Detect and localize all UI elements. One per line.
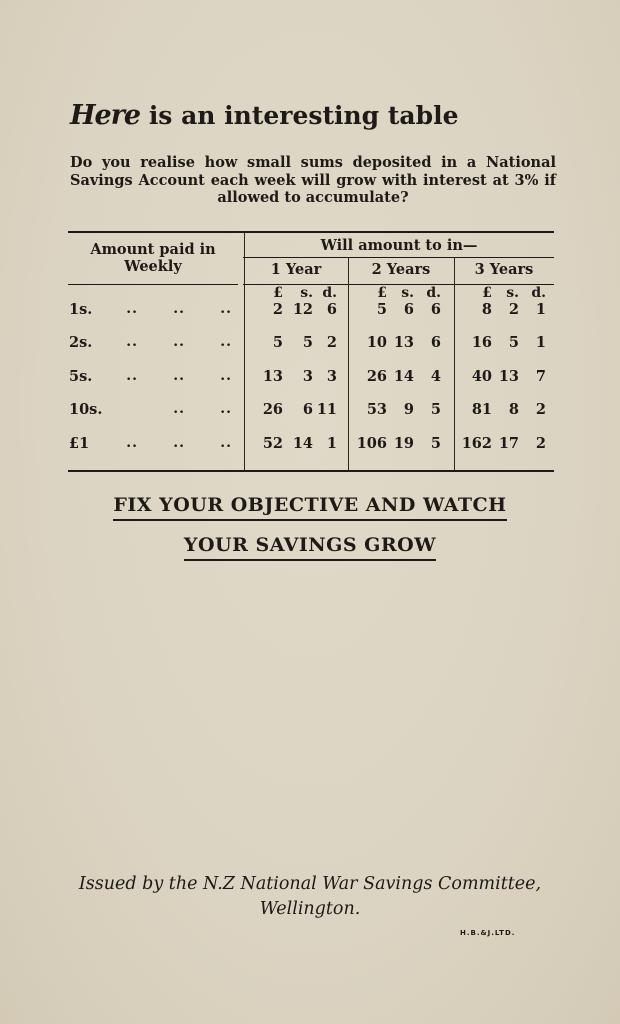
table-cell: 40 xyxy=(471,368,492,385)
column-divider xyxy=(348,258,349,470)
title-script-word: Here xyxy=(70,100,141,131)
table-cell: 10 xyxy=(366,334,387,351)
unit-label: s. xyxy=(300,285,313,301)
table-cell: 19 xyxy=(393,435,414,452)
slogan-text-2: YOUR SAVINGS GROW xyxy=(184,534,436,561)
unit-label: £ xyxy=(482,285,492,301)
issued-by-line-2: Wellington. xyxy=(259,899,361,919)
table-cell: 9 xyxy=(403,401,414,418)
table-cell: 5 xyxy=(272,334,283,351)
table-cell: 5 xyxy=(508,334,519,351)
title-rest: is an interesting table xyxy=(148,101,459,130)
leader-dots: .. .. .. xyxy=(126,301,232,317)
leader-dots: .. .. xyxy=(173,401,232,417)
table-bottom-rule xyxy=(68,470,554,472)
row-label: £1 xyxy=(69,435,90,452)
group-header: Will amount to in— xyxy=(320,237,478,254)
unit-label: d. xyxy=(322,285,337,301)
column-divider xyxy=(454,258,455,470)
period-header: 1 Year xyxy=(270,261,322,278)
leader-dots: .. .. .. xyxy=(126,435,232,451)
table-cell: 1 xyxy=(535,334,546,351)
slogan-line-1 xyxy=(0,494,620,516)
table-cell: 52 xyxy=(262,435,283,452)
table-cell: 81 xyxy=(471,401,492,418)
table-cell: 3 xyxy=(326,368,337,385)
table-cell: 17 xyxy=(498,435,519,452)
table-top-rule xyxy=(68,231,554,233)
table-cell: 5 xyxy=(376,301,387,318)
period-header: 3 Years xyxy=(474,261,534,278)
unit-label: £ xyxy=(273,285,283,301)
table-cell: 2 xyxy=(535,435,546,452)
unit-label: s. xyxy=(401,285,414,301)
table-cell: 11 xyxy=(316,401,337,418)
table-cell: 6 xyxy=(326,301,337,318)
leader-dots: .. .. .. xyxy=(126,368,232,384)
table-cell: 6 xyxy=(430,301,441,318)
table-cell: 26 xyxy=(262,401,283,418)
row-label: 2s. xyxy=(69,334,93,351)
table-cell: 2 xyxy=(272,301,283,318)
slogan-line-2 xyxy=(0,534,620,556)
table-cell: 16 xyxy=(471,334,492,351)
table-cell: 6 xyxy=(302,401,313,418)
table-cell: 5 xyxy=(430,435,441,452)
table-cell: 12 xyxy=(292,301,313,318)
period-header: 2 Years xyxy=(371,261,431,278)
table-cell: 13 xyxy=(262,368,283,385)
table-cell: 14 xyxy=(393,368,414,385)
table-cell: 8 xyxy=(508,401,519,418)
table-cell: 26 xyxy=(366,368,387,385)
table-cell: 2 xyxy=(508,301,519,318)
table-cell: 106 xyxy=(356,435,387,452)
row-label: 10s. xyxy=(69,401,103,418)
row-label: 1s. xyxy=(69,301,93,318)
row-label: 5s. xyxy=(69,368,93,385)
table-cell: 2 xyxy=(535,401,546,418)
slogan-text-1: FIX YOUR OBJECTIVE AND WATCH xyxy=(113,494,506,521)
table-cell: 14 xyxy=(292,435,313,452)
unit-label: d. xyxy=(426,285,441,301)
header-left-rule xyxy=(68,284,238,285)
amount-paid-header: Amount paid in xyxy=(90,241,216,258)
table-cell: 4 xyxy=(430,368,441,385)
table-cell: 13 xyxy=(498,368,519,385)
unit-label: d. xyxy=(531,285,546,301)
intro-paragraph: Do you realise how small sums deposited in a National Savings Account each week will grow with interest at 3% if allowed to accumulate? xyxy=(70,154,556,206)
table-cell: 3 xyxy=(302,368,313,385)
table-cell: 1 xyxy=(326,435,337,452)
issued-by-line-1: Issued by the N.Z National War Savings Committee, xyxy=(78,874,542,894)
table-cell: 5 xyxy=(430,401,441,418)
table-cell: 6 xyxy=(403,301,414,318)
table-cell: 2 xyxy=(326,334,337,351)
page-title xyxy=(70,100,550,131)
unit-label: s. xyxy=(506,285,519,301)
table-cell: 1 xyxy=(535,301,546,318)
table-cell: 162 xyxy=(461,435,492,452)
group-header-rule xyxy=(243,257,554,258)
table-cell: 7 xyxy=(535,368,546,385)
leader-dots: .. .. .. xyxy=(126,334,232,350)
table-cell: 8 xyxy=(481,301,492,318)
printer-mark: H.B.&J.LTD. xyxy=(460,929,516,937)
table-cell: 5 xyxy=(302,334,313,351)
table-cell: 53 xyxy=(366,401,387,418)
table-cell: 6 xyxy=(430,334,441,351)
weekly-header: Weekly xyxy=(124,258,182,275)
unit-label: £ xyxy=(377,285,387,301)
table-cell: 13 xyxy=(393,334,414,351)
